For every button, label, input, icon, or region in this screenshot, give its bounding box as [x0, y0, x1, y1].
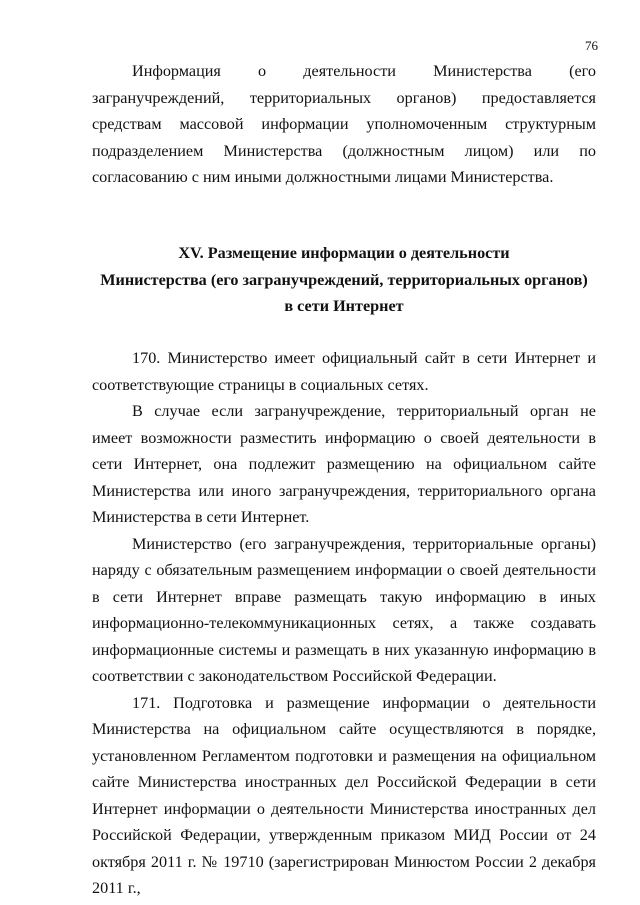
paragraph-170-case: В случае если загранучреждение, территориальный орган не имеет возможности разместить информацию о своей деятельности в сети Интернет, она подлежит размещению на официальном сайте Министерства или иного загранучреждения, территориального органа Министерства в сети Интернет.	[92, 402, 596, 526]
paragraph-170: 170. Министерство имеет официальный сайт в сети Интернет и соответствующие страницы в социальных сетях.	[92, 349, 596, 394]
section-heading-line-1: XV. Размещение информации о деятельности	[178, 244, 510, 262]
body-text	[92, 345, 596, 902]
section-heading-line-2: Министерства (его загранучреждений, территориальных органов)	[100, 270, 588, 289]
page-number: 76	[585, 38, 598, 53]
section-heading	[92, 240, 596, 320]
intro-paragraph: Информация о деятельности Министерства (его загранучреждений, территориальных органов) предоставляется средствам массовой информации уполномоченным структурным подразделением Министерства (должностным лицом) или по согласованию с ним иными должностными лицами Министерства.	[92, 62, 596, 186]
intro-block	[92, 58, 596, 191]
section-heading-line-3: в сети Интернет	[284, 297, 404, 315]
paragraph-170-networks: Министерство (его загранучреждения, территориальные органы) наряду с обязательным размещением информации о своей деятельности в сети Интернет вправе размещать такую информацию в иных информационно-телекоммуникационных сетях, а также создавать информационные системы и размещать в них указанную информацию в соответствии с законодательством Российской Федерации.	[92, 534, 596, 685]
paragraph-171: 171. Подготовка и размещение информации о деятельности Министерства на официальном сайте осуществляются в порядке, установленном Регламентом подготовки и размещения на официальном сайте Министерства иностранных дел Российской Федерации в сети Интернет информации о деятельности Министерства иностранных дел Российской Федерации, утвержденным приказом МИД России от 24 октября 2011 г. № 19710 (зарегистрирован Минюстом России 2 декабря 2011 г.,	[92, 693, 596, 897]
